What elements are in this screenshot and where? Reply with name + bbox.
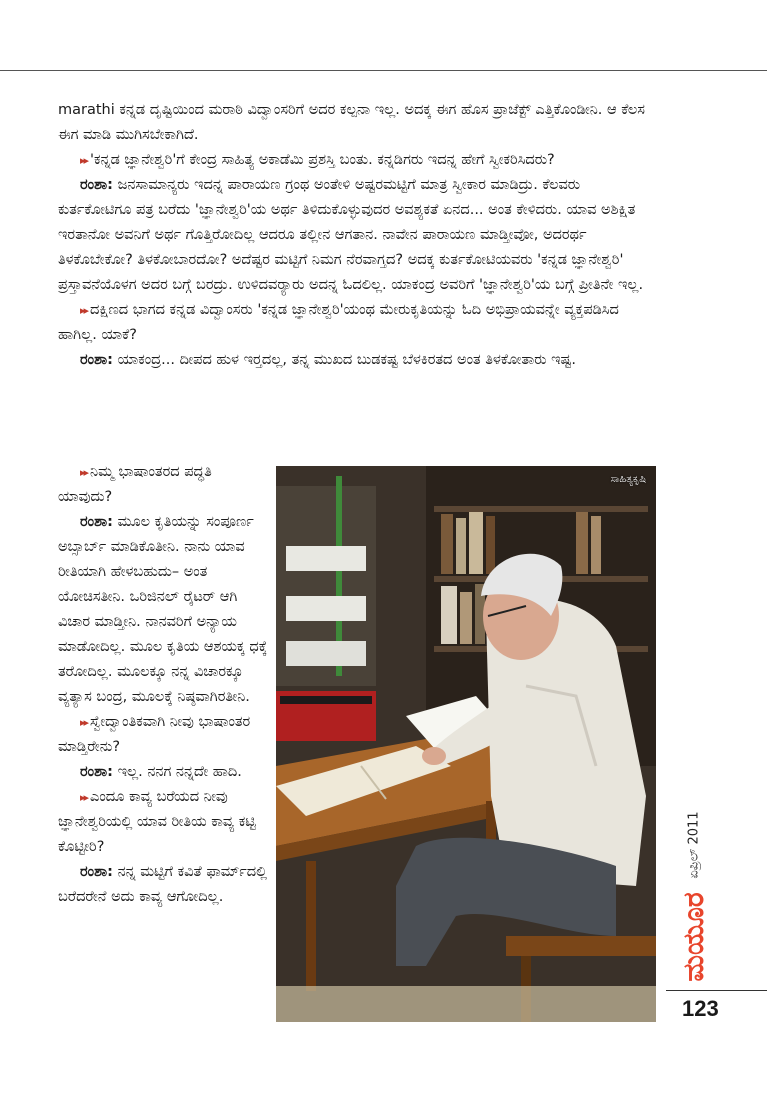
speaker-label: ರಂಶಾ: <box>80 764 113 780</box>
author-photo <box>276 466 656 1022</box>
issue-date: ಏಪ್ರಿಲ್ 2011 <box>686 811 702 879</box>
question-marker-icon: ▸▸ <box>80 304 88 317</box>
question-marker-icon: ▸▸ <box>80 154 88 167</box>
magazine-logo: ಮಯೂರ <box>677 892 710 982</box>
speaker-label: ರಂಶಾ: <box>80 514 113 530</box>
page-number-rule <box>666 990 767 991</box>
photo-credit: ಸಾಹಿತ್ಯಕೃಷಿ <box>610 474 646 485</box>
speaker-label: ರಂಶಾ: <box>80 177 113 193</box>
question-paragraph: ▸▸ ಎಂದೂ ಕಾವ್ಯ ಬರೆಯದ ನೀವು ಜ್ಞಾನೇಶ್ವರಿಯಲ್ಲಿ ಯಾವ ರೀತಿಯ ಕಾವ್ಯ ಕಟ್ಟಿ ಕೊಟ್ಟೀರಿ? <box>58 789 256 855</box>
answer-paragraph: ರಂಶಾ: ಮೂಲ ಕೃತಿಯನ್ನು ಸಂಪೂರ್ಣ ಅಬ್ಸಾರ್ಬ್ ಮಾಡಿಕೊತೀನಿ. ನಾನು ಯಾವ ರೀತಿಯಾಗಿ ಹೇಳಬಹುದು– ಅಂತ ಯೋಚಿಸತೀನಿ. ಒರಿಜಿನಲ್ ರೈಟರ್ ಆಗಿ ವಿಚಾರ ಮಾಡ್ತೀನಿ. ನಾನವರಿಗೆ ಅನ್ಯಾಯ ಮಾಡೋದಿಲ್ಲ. ಮೂಲ ಕೃತಿಯ ಆಶಯಕ್ಕ ಧಕ್ಕೆ ತರೋದಿಲ್ಲ. ಮೂಲಕ್ಕೂ ನನ್ನ ವಿಚಾರಕ್ಕೂ ವ್ಯತ್ಯಾಸ ಬಂದ್ರ, ಮೂಲಕ್ಕೆ ನಿಷ್ಠವಾಗಿರತೀನಿ. <box>58 514 268 705</box>
question-marker-icon: ▸▸ <box>80 466 88 479</box>
answer-paragraph: ರಂಶಾ: ಜನಸಾಮಾನ್ಯರು ಇದನ್ನ ಪಾರಾಯಣ ಗ್ರಂಥ ಅಂತೇಳಿ ಅಷ್ಟರಮಟ್ಟಿಗೆ ಮಾತ್ರ ಸ್ವೀಕಾರ ಮಾಡಿದ್ರು. ಕೆಲವರು ಕುರ್ತಕೋಟಿಗೂ ಪತ್ರ ಬರೆದು 'ಜ್ಞಾನೇಶ್ವರಿ'ಯ ಅರ್ಥ ತಿಳಿದುಕೊಳ್ಳುವುದರ ಅವಶ್ಯಕತೆ ಏನದ... ಅಂತ ಕೇಳಿದರು. ಯಾವ ಅಶಿಕ್ಷಿತ ಇರತಾನೋ ಅವನಿಗೆ ಅರ್ಥ ಗೊತ್ತಿರೋದಿಲ್ಲ ಆದರೂ ತಲ್ಲೀನ ಆಗತಾನ. ನಾವೇನ ಪಾರಾಯಣ ಮಾಡ್ತೀವೋ, ಅದರರ್ಥ ತಿಳಕೊಬೇಕೋ? ತಿಳಕೋಬಾರದೋ? ಅದೆಷ್ಟರ ಮಟ್ಟಿಗೆ ನಿಮಗ ನೆರವಾಗ್ತದ? ಅದಕ್ಕ ಕುರ್ತಕೋಟಿಯವರು 'ಕನ್ನಡ ಜ್ಞಾನೇಶ್ವರಿ' ಪ್ರಸ್ತಾವನೆಯೊಳಗ ಅದರ ಬಗ್ಗೆ ಬರದ್ರು. ಉಳಿದವರ್‍ಯಾರು ಅದನ್ನ ಓದಲಿಲ್ಲ. ಯಾಕಂದ್ರ ಅವರಿಗೆ 'ಜ್ಞಾನೇಶ್ವರಿ'ಯ ಬಗ್ಗೆ ಪ್ರೀತಿನೇ ಇಲ್ಲ. <box>58 177 644 293</box>
speaker-label: ರಂಶಾ: <box>80 352 113 368</box>
question-paragraph: ▸▸ 'ಕನ್ನಡ ಜ್ಞಾನೇಶ್ವರಿ'ಗೆ ಕೇಂದ್ರ ಸಾಹಿತ್ಯ ಅಕಾಡೆಮಿ ಪ್ರಶಸ್ತಿ ಬಂತು. ಕನ್ನಡಿಗರು ಇದನ್ನ ಹೇಗೆ ಸ್ವೀಕರಿಸಿದರು? <box>80 152 555 168</box>
top-rule <box>0 70 767 71</box>
question-marker-icon: ▸▸ <box>80 716 88 729</box>
page-number: 123 <box>682 996 719 1021</box>
question-paragraph: ▸▸ ಸ್ವೇದ್ವಾಂತಿಕವಾಗಿ ನೀವು ಭಾಷಾಂತರ ಮಾಡ್ತಿರೇನು? <box>58 714 251 755</box>
article-body-narrow <box>58 460 270 910</box>
article-body-full <box>58 98 658 373</box>
answer-paragraph: ರಂಶಾ: ಇಲ್ಲ. ನನಗ ನನ್ನದೇ ಹಾದಿ. <box>80 764 242 780</box>
paragraph-intro: marathi ಕನ್ನಡ ದೃಷ್ಟಿಯಿಂದ ಮರಾಠಿ ವಿದ್ವಾಂಸರಿಗೆ ಅದರ ಕಲ್ಪನಾ ಇಲ್ಲ. ಅದಕ್ಕ ಈಗ ಹೊಸ ಪ್ರಾಜೆಕ್ಟ್ ಎತ್ತಿಕೊಂಡೀನಿ. ಆ ಕೆಲಸ ಈಗ ಮಾಡಿ ಮುಗಿಸಬೇಕಾಗಿದೆ. <box>58 102 645 143</box>
question-paragraph: ▸▸ ನಿಮ್ಮ ಭಾಷಾಂತರದ ಪದ್ಧತಿ ಯಾವುದು? <box>58 464 212 505</box>
photo-illustration <box>276 466 656 1022</box>
magazine-sidebar <box>674 800 714 985</box>
answer-paragraph: ರಂಶಾ: ಯಾಕಂದ್ರ... ದೀಪದ ಹುಳ ಇರ್‍ತದಲ್ಲ, ತನ್ನ ಮುಖದ ಬುಡಕಷ್ಟ ಬೆಳಕಿರತದ ಅಂತ ತಿಳಕೋತಾರು ಇಷ್ಟ. <box>80 352 577 368</box>
answer-paragraph: ರಂಶಾ: ನನ್ನ ಮಟ್ಟಿಗೆ ಕವಿತೆ ಫಾರ್ಮ್‌ದಲ್ಲಿ ಬರೆದರೇನೆ ಅದು ಕಾವ್ಯ ಆಗೋದಿಲ್ಲ. <box>58 864 268 905</box>
speaker-label: ರಂಶಾ: <box>80 864 113 880</box>
question-marker-icon: ▸▸ <box>80 791 88 804</box>
question-paragraph: ▸▸ ದಕ್ಷಿಣದ ಭಾಗದ ಕನ್ನಡ ವಿದ್ವಾಂಸರು 'ಕನ್ನಡ ಜ್ಞಾನೇಶ್ವರಿ'ಯಂಥ ಮೇರುಕೃತಿಯನ್ನು ಓದಿ ಅಭಿಪ್ರಾಯವನ್ನೇ ವ್ಯಕ್ತಪಡಿಸಿದ ಹಾಗಿಲ್ಲ. ಯಾಕೆ? <box>58 302 619 343</box>
